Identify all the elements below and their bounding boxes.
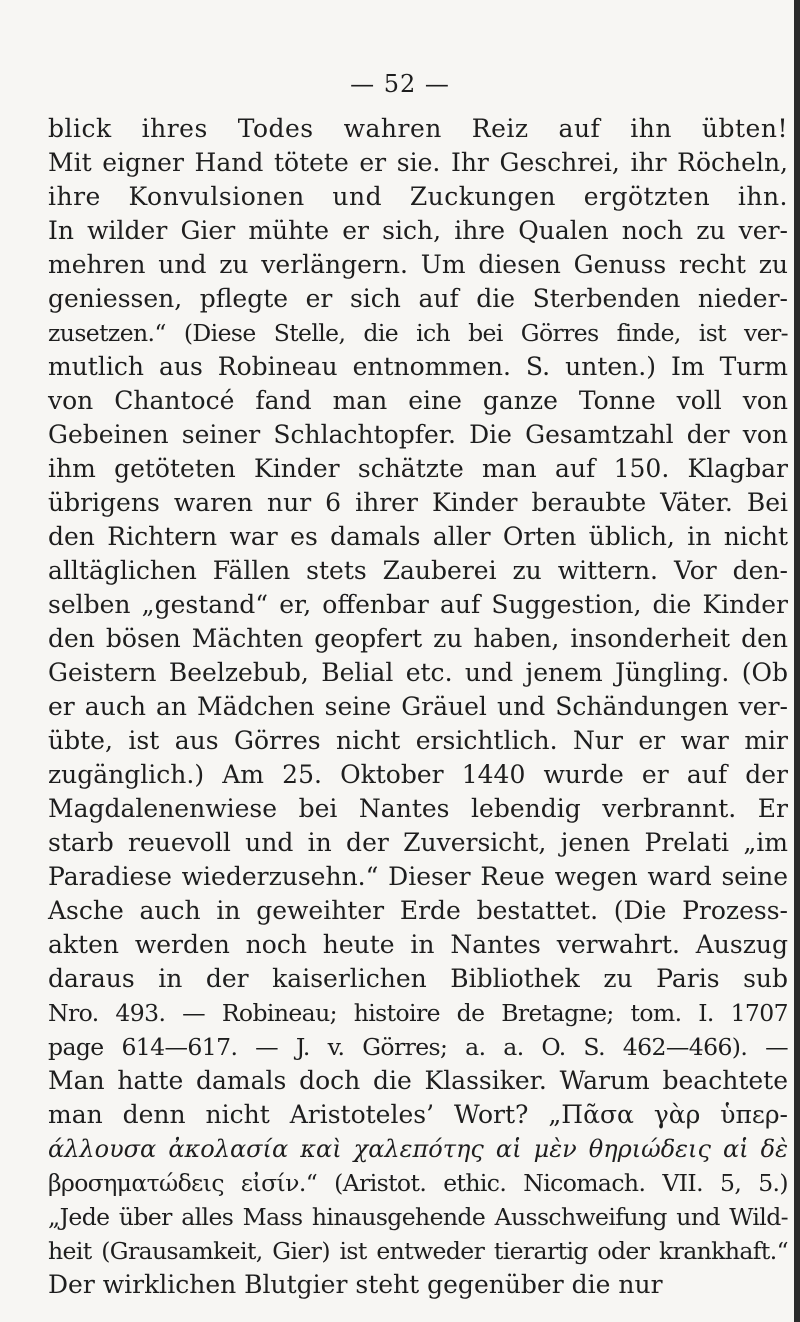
text-line: Geistern Beelzebub, Belial etc. und jenem Jüngling. (Ob [48,658,788,687]
text-line: akten werden noch heute in Nantes verwahrt. Auszug [48,930,788,959]
text-line: den Richtern war es damals aller Orten üblich, in nicht [48,522,788,551]
text-line: von Chantocé fand man eine ganze Tonne voll von [48,386,788,415]
text-line: er auch an Mädchen seine Gräuel und Schändungen ver- [48,692,788,721]
text-line: Gebeinen seiner Schlachtopfer. Die Gesamtzahl der von [48,420,788,449]
text-line: daraus in der kaiserlichen Bibliothek zu Paris sub [48,964,788,993]
greek-quote-line: βροσηματώδεις εἰσίν.“ (Aristot. ethic. Nicomach. VII. 5, 5.) [48,1169,788,1197]
text-line: geniessen, pflegte er sich auf die Sterbenden nieder- [48,284,788,313]
text-line: ihre Konvulsionen und Zuckungen ergötzten ihn. [48,182,788,211]
text-line: blick ihres Todes wahren Reiz auf ihn übten! [48,114,788,143]
text-line: Nro. 493. — Robineau; histoire de Bretagne; tom. I. 1707 [48,999,788,1027]
text-line: Der wirklichen Blutgier steht gegenüber die nur [48,1270,663,1299]
text-line: starb reuevoll und in der Zuversicht, jenen Prelati „im [48,828,788,857]
greek-quote-line: άλλουσα ἀκολασία καὶ χαλεπότης αἱ μὲν θηριώδεις αἱ δὲ [48,1135,788,1163]
text-line: page 614—617. — J. v. Görres; a. a. O. S. 462—466). — [48,1033,788,1061]
page-number: — 52 — [350,70,450,98]
text-line: mutlich aus Robineau entnommen. S. unten.) Im Turm [48,352,788,381]
text-line: heit (Grausamkeit, Gier) ist entweder tierartig oder krankhaft.“ [48,1237,788,1265]
text-line: „Jede über alles Mass hinausgehende Ausschweifung und Wild- [48,1203,788,1231]
text-line: Magdalenenwiese bei Nantes lebendig verbrannt. Er [48,794,788,823]
text-line: übte, ist aus Görres nicht ersichtlich. Nur er war mir [48,726,788,755]
text-line: übrigens waren nur 6 ihrer Kinder beraubte Väter. Bei [48,488,788,517]
text-line: Paradiese wiederzusehn.“ Dieser Reue wegen ward seine [48,862,788,891]
text-line: zugänglich.) Am 25. Oktober 1440 wurde er auf der [48,760,788,789]
text-line: den bösen Mächten geopfert zu haben, insonderheit den [48,624,788,653]
text-line: Asche auch in geweihter Erde bestattet. (Die Prozess- [48,896,788,925]
text-line: man denn nicht Aristoteles’ Wort? „Πᾶσα γὰρ ὑπερ- [48,1100,788,1129]
text-line: Mit eigner Hand tötete er sie. Ihr Geschrei, ihr Röcheln, [48,148,788,177]
text-line: Man hatte damals doch die Klassiker. Warum beachtete [48,1066,788,1095]
text-line: In wilder Gier mühte er sich, ihre Qualen noch zu ver- [48,216,788,245]
page-edge-shadow [794,0,800,1322]
text-line: mehren und zu verlängern. Um diesen Genuss recht zu [48,250,788,279]
text-line: ihm getöteten Kinder schätzte man auf 150. Klagbar [48,454,788,483]
text-line: alltäglichen Fällen stets Zauberei zu wittern. Vor den- [48,556,788,585]
text-line: zusetzen.“ (Diese Stelle, die ich bei Görres finde, ist ver- [48,319,788,347]
text-line: selben „gestand“ er, offenbar auf Suggestion, die Kinder [48,590,788,619]
body-text [48,112,788,1302]
